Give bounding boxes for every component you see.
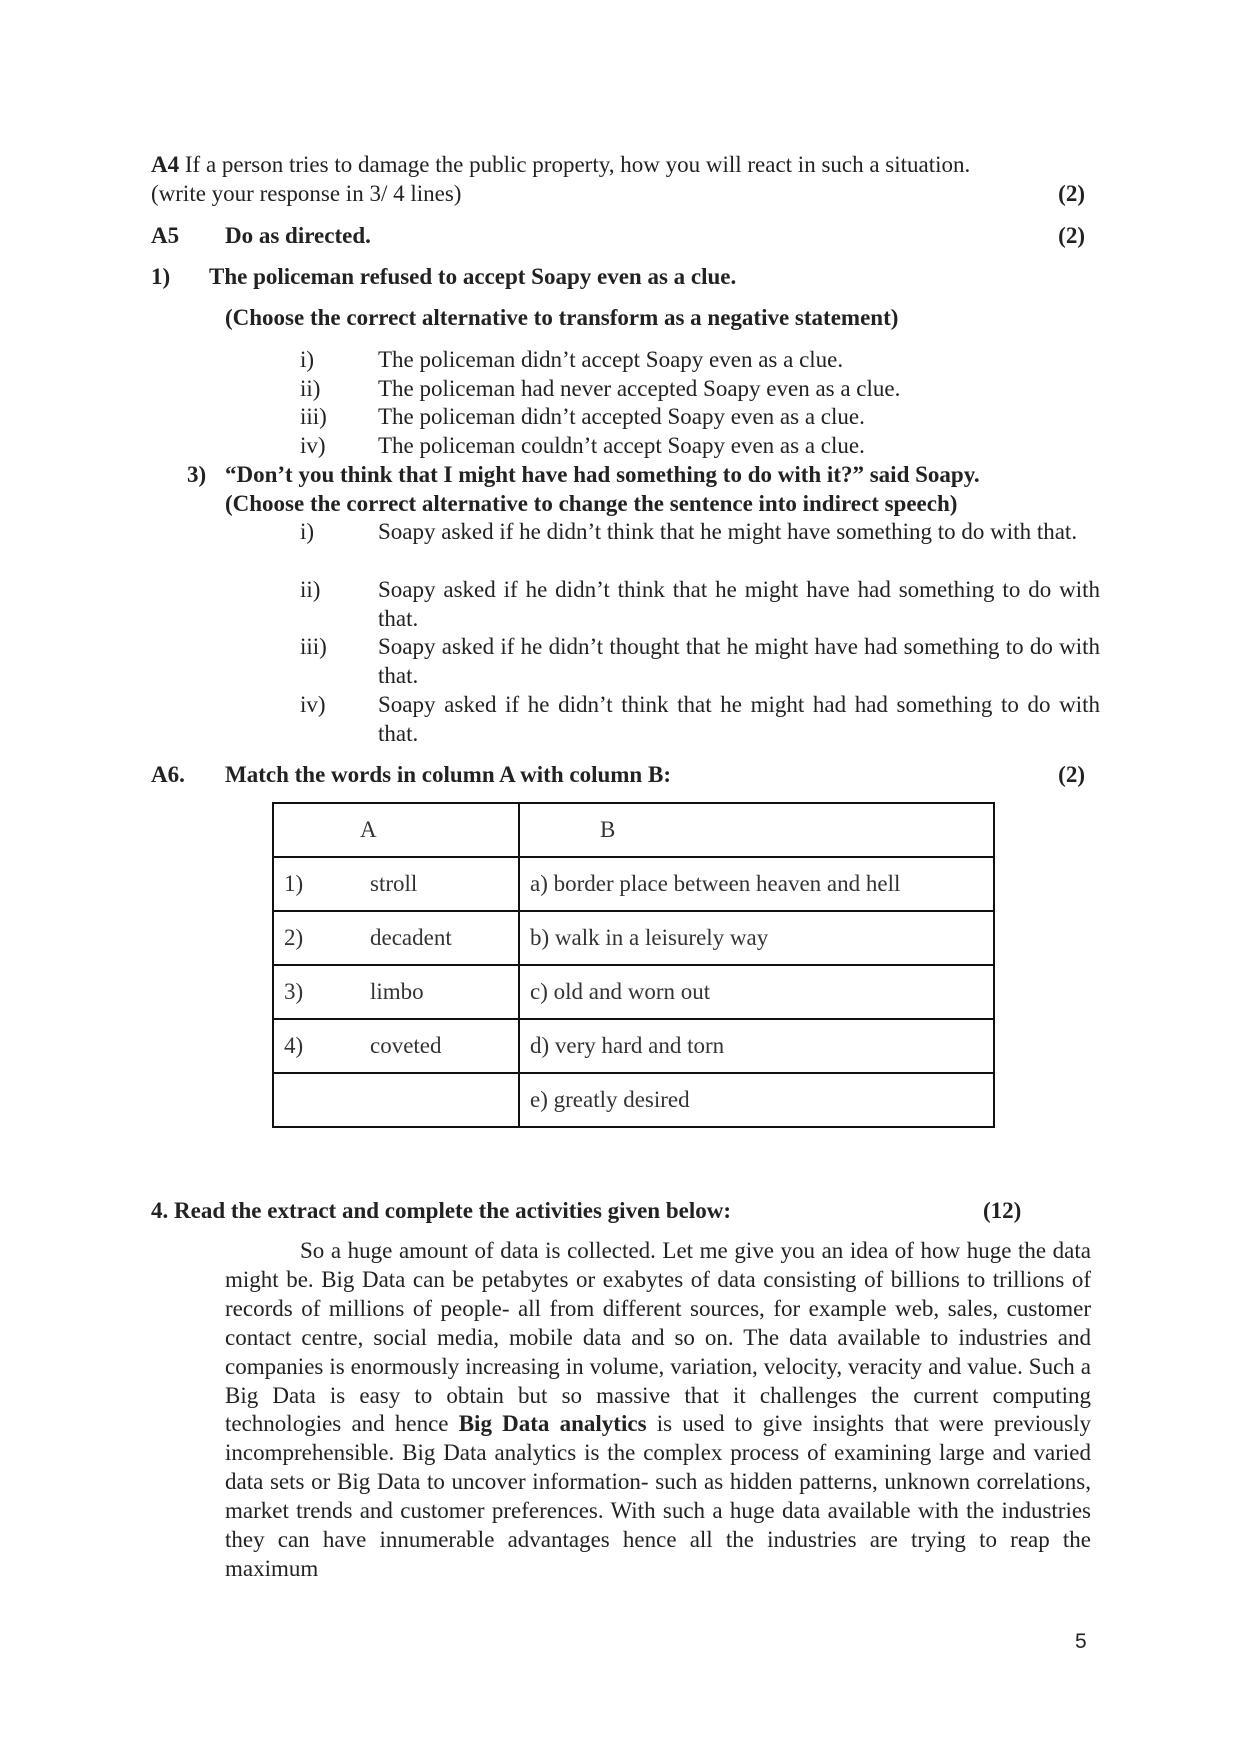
marks: (2) bbox=[1058, 181, 1085, 206]
row-number: 1) bbox=[284, 871, 304, 896]
question-label: A5 bbox=[151, 223, 180, 248]
sub-question-instruction: (Choose the correct alternative to transform as a negative statement) bbox=[225, 305, 899, 330]
table-cell-b: c) old and worn out bbox=[519, 965, 994, 1019]
table-row bbox=[273, 965, 994, 1019]
paragraph-text: is used to give insights that were previously incomprehensible. Big Data analytics is the complex process of examining large and varied data sets or Big Data to uncover information- such as hidden patterns, unknown correlations, market trends and customer preferences. With such a huge data available with the industries they can have innumerable advantages hence all the industries are trying to reap the maximum bbox=[225, 1411, 1092, 1581]
table-cell-a bbox=[273, 965, 519, 1019]
option-number: iii) bbox=[300, 404, 327, 429]
table-cell-a bbox=[273, 1019, 519, 1073]
table-header-a bbox=[273, 803, 519, 857]
row-number: 4) bbox=[284, 1033, 304, 1058]
extract-paragraph bbox=[225, 1237, 1091, 1584]
table-cell-b: e) greatly desired bbox=[519, 1073, 994, 1127]
table-cell-b: a) border place between heaven and hell bbox=[519, 857, 994, 911]
page-number: 5 bbox=[1075, 1630, 1087, 1653]
sub-question-text: The policeman refused to accept Soapy even as a clue. bbox=[209, 264, 737, 289]
option-text: Soapy asked if he didn’t think that he might have something to do with that. bbox=[378, 519, 1078, 544]
table-header-b bbox=[519, 803, 994, 857]
option-text: Soapy asked if he didn’t thought that he might have had something to do with that. bbox=[378, 634, 1100, 688]
row-number: 3) bbox=[284, 979, 304, 1004]
table-cell-a bbox=[273, 857, 519, 911]
table-row bbox=[273, 857, 994, 911]
table-cell-b: b) walk in a leisurely way bbox=[519, 911, 994, 965]
paragraph-bold-term: Big Data analytics bbox=[458, 1411, 647, 1437]
marks: (2) bbox=[1058, 223, 1085, 248]
match-table bbox=[272, 802, 995, 1128]
row-word: limbo bbox=[370, 979, 424, 1004]
question-title: Match the words in column A with column B: bbox=[225, 762, 671, 787]
question-a4 bbox=[151, 150, 1091, 179]
sub-question-number: 3) bbox=[187, 462, 207, 487]
table-row bbox=[273, 911, 994, 965]
question-label: A4 bbox=[151, 152, 180, 177]
row-word: decadent bbox=[370, 925, 452, 950]
marks: (2) bbox=[1058, 762, 1085, 787]
option-text: Soapy asked if he didn’t think that he might had had something to do with that. bbox=[378, 692, 1100, 746]
table-row bbox=[273, 1019, 994, 1073]
option-number: i) bbox=[300, 347, 315, 372]
option-text: The policeman didn’t accept Soapy even as a clue. bbox=[378, 347, 844, 372]
option-number: iv) bbox=[300, 433, 326, 458]
option-text: The policeman didn’t accepted Soapy even as a clue. bbox=[378, 404, 865, 429]
section-title: 4. Read the extract and complete the activities given below: bbox=[151, 1198, 731, 1223]
sub-question-text: “Don’t you think that I might have had something to do with it?” said Soapy. bbox=[225, 462, 980, 487]
table-cell-a bbox=[273, 911, 519, 965]
option-number: iii) bbox=[300, 634, 327, 659]
question-a4-line2: (write your response in 3/ 4 lines) bbox=[151, 181, 462, 206]
marks: (12) bbox=[983, 1198, 1022, 1223]
row-word: coveted bbox=[370, 1033, 442, 1058]
option-text: The policeman had never accepted Soapy even as a clue. bbox=[378, 376, 901, 401]
sub-question-number: 1) bbox=[151, 264, 171, 289]
sub-question-instruction: (Choose the correct alternative to change the sentence into indirect speech) bbox=[225, 491, 958, 516]
option-number: i) bbox=[300, 519, 315, 544]
question-title: Do as directed. bbox=[225, 223, 371, 248]
question-text: If a person tries to damage the public property, how you will react in such a situation. bbox=[184, 152, 971, 177]
option-number: iv) bbox=[300, 692, 326, 717]
paragraph-text: So a huge amount of data is collected. Let me give you an idea of how huge the data might be. Big Data can be petabytes or exabytes of data consisting of billions to trillions of records of millions of people- all from different sources, for example web, sales, customer contact centre, social media, mobile data and so on. The data available to industries and companies is enormously increasing in volume, variation, velocity, veracity and value. Such a Big Data is easy to obtain but so massive that it challenges the current computing technologies and hence bbox=[225, 1238, 1091, 1437]
option-number: ii) bbox=[300, 577, 321, 602]
table-header-row bbox=[273, 803, 994, 857]
table-row bbox=[273, 1073, 994, 1127]
table-cell-b: d) very hard and torn bbox=[519, 1019, 994, 1073]
table-cell-a bbox=[273, 1073, 519, 1127]
option-text: The policeman couldn’t accept Soapy even as a clue. bbox=[378, 433, 865, 458]
header-b-label: B bbox=[600, 817, 616, 842]
row-number: 2) bbox=[284, 925, 304, 950]
option-text: Soapy asked if he didn’t think that he might have had something to do with that. bbox=[378, 577, 1100, 631]
header-a-label: A bbox=[360, 817, 377, 842]
row-word: stroll bbox=[370, 871, 418, 896]
option-number: ii) bbox=[300, 376, 321, 401]
question-label: A6. bbox=[151, 762, 185, 787]
